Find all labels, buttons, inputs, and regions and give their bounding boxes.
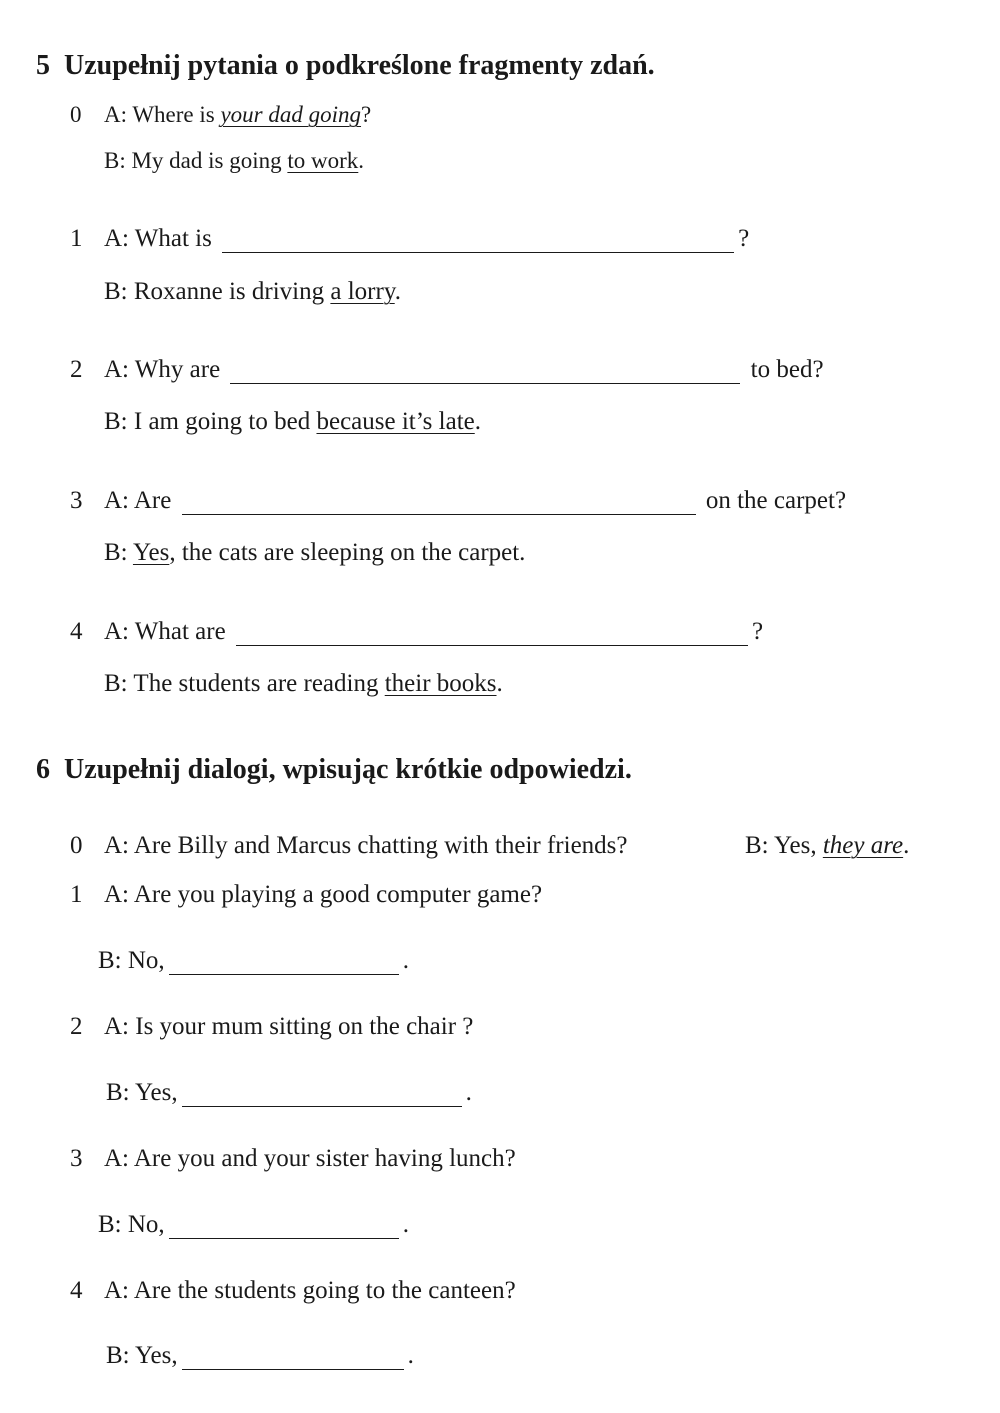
ex6-answer-line-1: [98, 947, 409, 975]
answer-text: B: Yes,: [106, 1079, 178, 1106]
ex5-question-4: [104, 618, 763, 646]
ex6-answer-line-2: [106, 1079, 472, 1107]
ex6-item-number: 3: [70, 1145, 83, 1172]
answer-text: B: My dad is going: [104, 148, 288, 173]
question-end: ?: [738, 225, 750, 252]
question-text: A: What is: [104, 225, 212, 252]
example-answer: they are: [822, 832, 904, 859]
answer-text: B: I am going to bed: [104, 408, 317, 435]
underlined-fragment: because it’s late: [316, 408, 475, 435]
ex5-item-number: 1: [70, 225, 83, 252]
ex6-item-number: 1: [70, 881, 83, 908]
answer-end: .: [903, 832, 910, 859]
ex6-example-answer: [745, 832, 909, 860]
exercise-5-number: 5: [36, 50, 50, 81]
ex5-example-question: [104, 102, 371, 128]
ex5-question-1: [104, 225, 749, 253]
ex5-item-number: 0: [70, 102, 82, 127]
exercise-6-title: Uzupełnij dialogi, wpisując krótkie odpowiedzi.: [64, 754, 632, 785]
ex6-item-number: 4: [70, 1277, 83, 1304]
answer-end: .: [402, 947, 409, 974]
answer-text: B:: [104, 539, 133, 566]
ex6-answer-input-1[interactable]: [169, 949, 399, 975]
ex6-question-4: A: Are the students going to the canteen?: [104, 1277, 516, 1304]
exercise-6-number: 6: [36, 754, 50, 785]
underlined-fragment: to work: [287, 148, 359, 173]
ex5-answer-input-2[interactable]: [230, 358, 740, 384]
answer-end: .: [474, 408, 481, 435]
answer-text: B: The students are reading: [104, 670, 385, 697]
ex6-answer-line-4: [106, 1342, 414, 1370]
ex5-answer-3: [104, 539, 525, 567]
ex5-answer-input-3[interactable]: [182, 489, 696, 515]
answer-end: .: [402, 1211, 409, 1238]
answer-text: B: Yes,: [106, 1342, 178, 1369]
ex6-question-3: A: Are you and your sister having lunch?: [104, 1145, 516, 1172]
ex5-answer-input-1[interactable]: [222, 227, 734, 253]
question-text: A: Where is: [104, 102, 221, 127]
ex6-question-2: A: Is your mum sitting on the chair ?: [104, 1013, 474, 1040]
exercise-5-title: Uzupełnij pytania o podkreślone fragmenty zdań.: [64, 50, 655, 81]
question-end: on the carpet?: [699, 487, 847, 514]
underlined-fragment: Yes: [132, 539, 170, 566]
answer-end: .: [407, 1342, 414, 1369]
ex6-answer-input-4[interactable]: [182, 1344, 404, 1370]
ex6-item-number: 0: [70, 832, 83, 859]
answer-text: B: Yes,: [745, 832, 823, 859]
exercise-5-heading: [36, 50, 655, 82]
ex5-answer-4: [104, 670, 503, 698]
exercise-6-heading: [36, 754, 632, 786]
question-end: ?: [361, 102, 372, 127]
underlined-fragment: their books: [384, 670, 497, 697]
ex5-answer-1: [104, 278, 401, 306]
ex5-item-number: 2: [70, 356, 83, 383]
answer-text: B: Roxanne is driving: [104, 278, 331, 305]
question-end: ?: [751, 618, 764, 645]
ex5-item-number: 3: [70, 487, 83, 514]
ex6-answer-input-3[interactable]: [169, 1213, 399, 1239]
question-text: A: What are: [104, 618, 226, 645]
ex5-question-3: [104, 487, 846, 515]
question-text: A: Are: [104, 487, 172, 514]
ex5-answer-input-4[interactable]: [236, 620, 748, 646]
ex5-question-2: [104, 356, 824, 384]
answer-end: , the cats are sleeping on the carpet.: [169, 539, 526, 566]
question-end: to bed?: [744, 356, 824, 383]
answer-end: .: [358, 148, 365, 173]
question-text: A: Why are: [104, 356, 221, 383]
ex6-answer-line-3: [98, 1211, 409, 1239]
ex6-answer-input-2[interactable]: [182, 1081, 462, 1107]
answer-text: B: No,: [98, 947, 165, 974]
answer-end: .: [496, 670, 503, 697]
answer-text: B: No,: [98, 1211, 165, 1238]
answer-end: .: [465, 1079, 472, 1106]
ex6-question-1: A: Are you playing a good computer game?: [104, 881, 543, 908]
ex5-answer-2: [104, 408, 481, 436]
ex6-example-question: A: Are Billy and Marcus chatting with their friends?: [104, 832, 628, 859]
underlined-fragment: a lorry: [330, 278, 395, 305]
example-answer: your dad going: [220, 102, 362, 127]
ex5-example-answer: [104, 148, 364, 174]
ex5-item-number: 4: [70, 618, 83, 645]
answer-end: .: [394, 278, 401, 305]
ex6-item-number: 2: [70, 1013, 83, 1040]
